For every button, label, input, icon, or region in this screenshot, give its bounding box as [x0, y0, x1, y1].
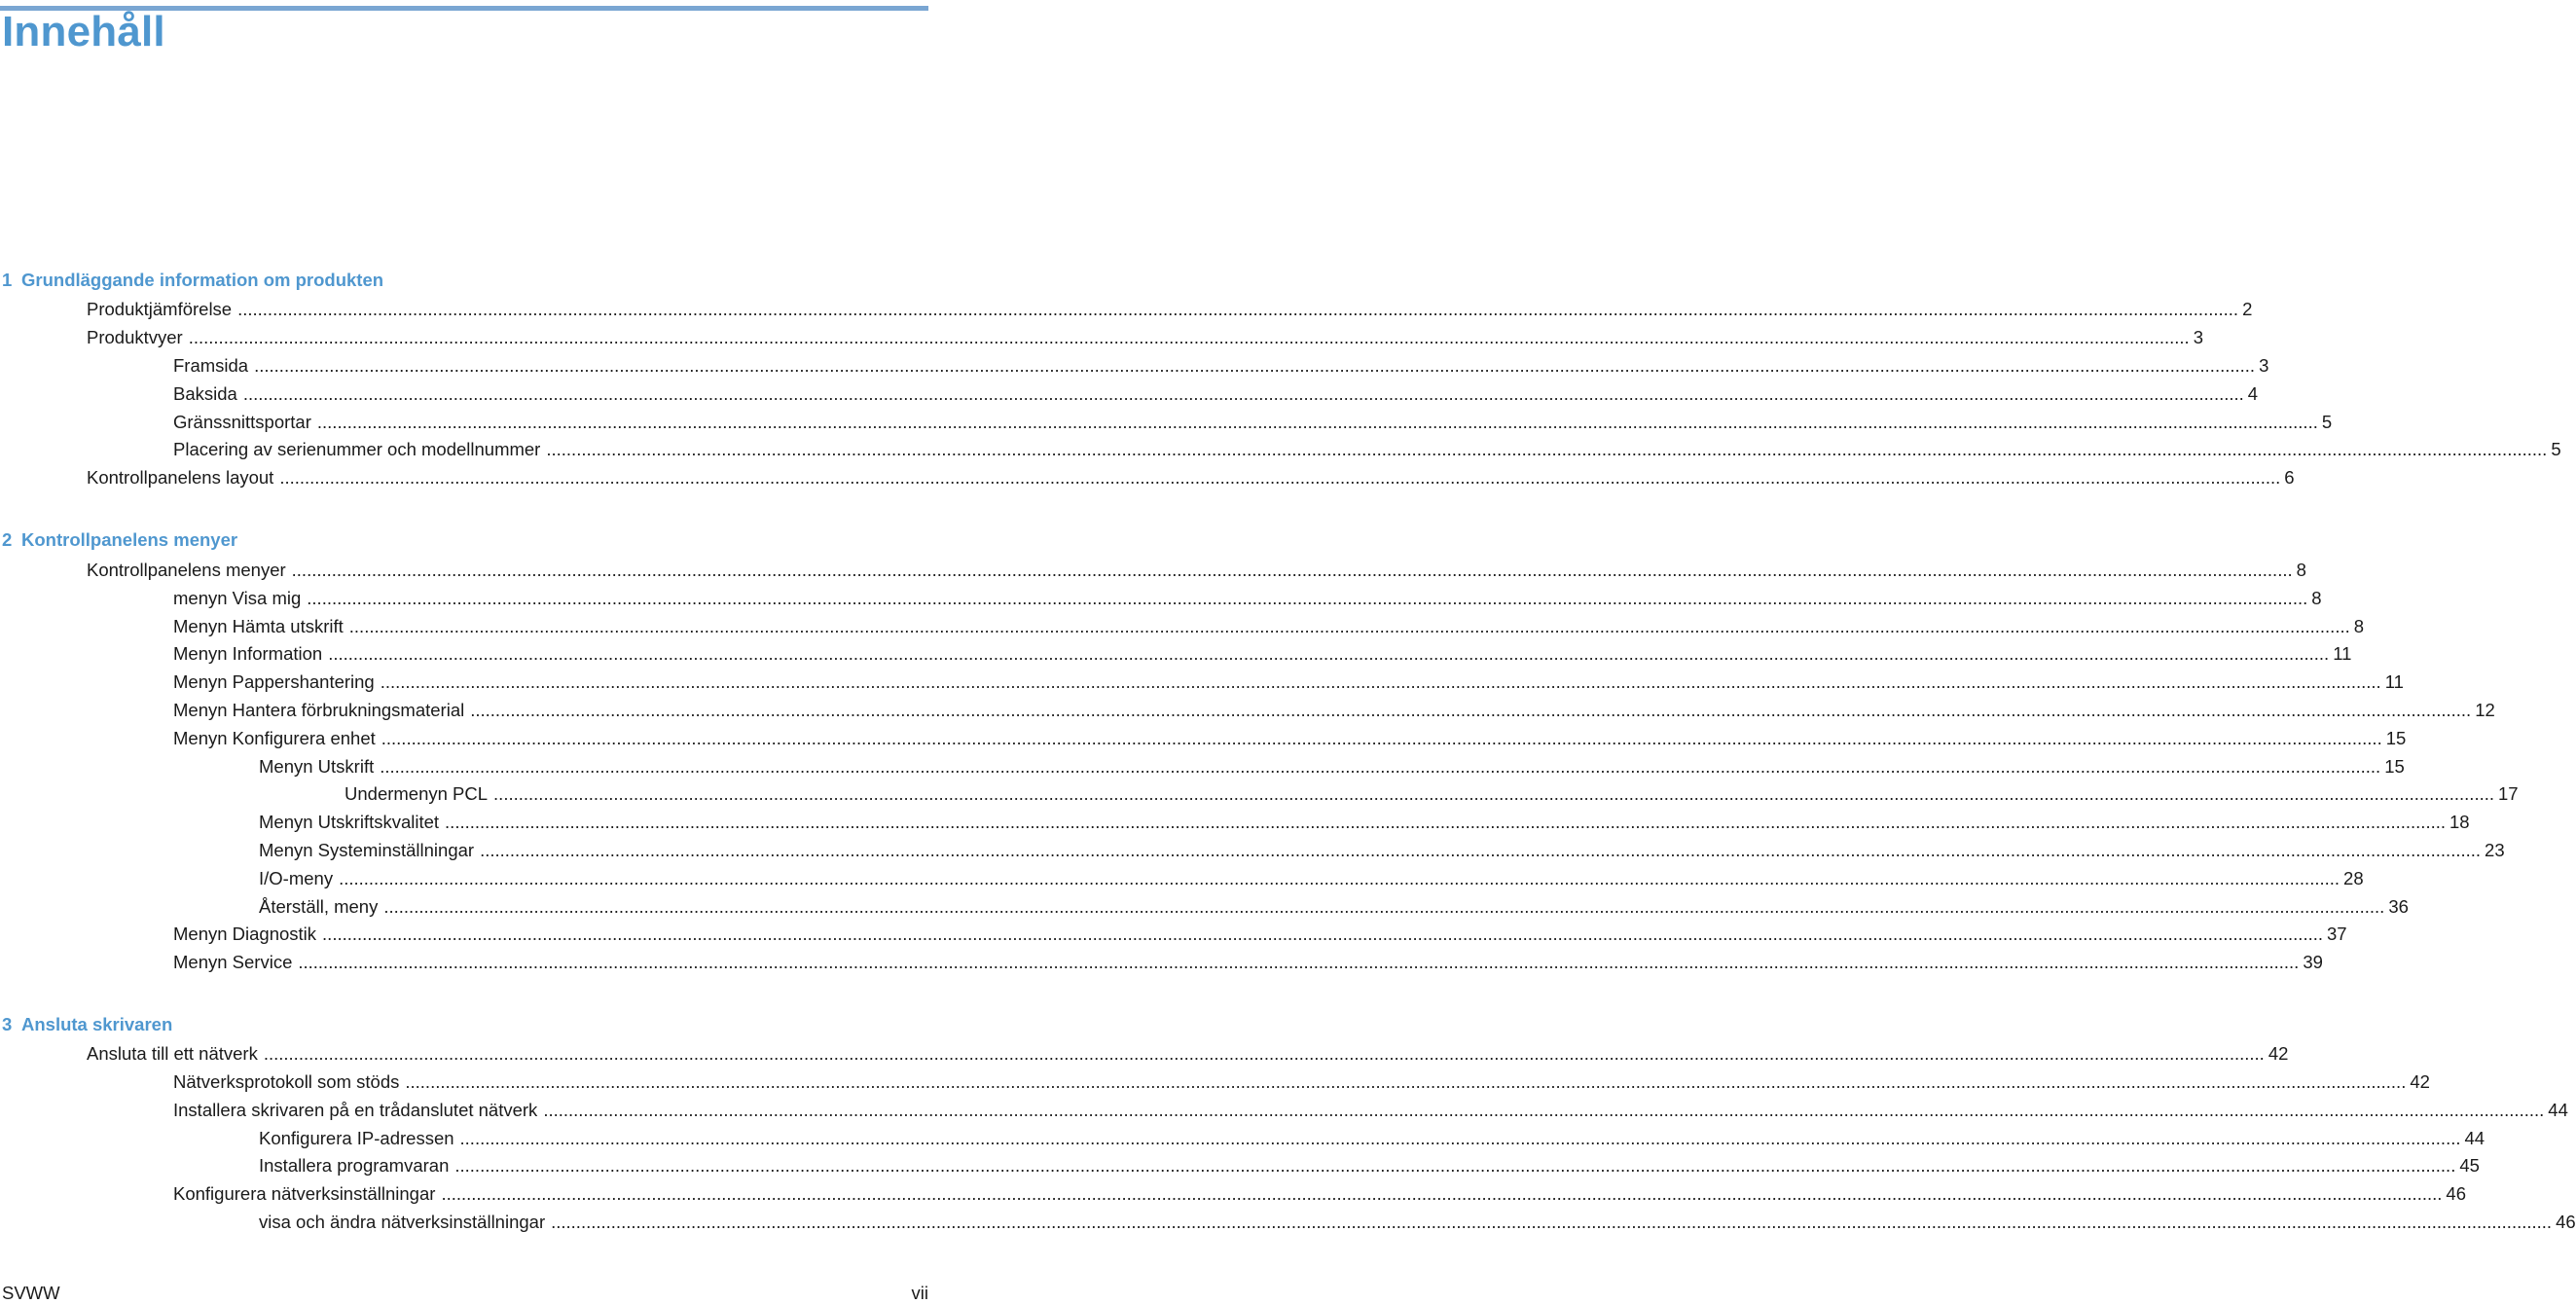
toc-page-number: 39 — [2303, 952, 2323, 972]
toc-entry[interactable] — [173, 381, 2259, 407]
chapter-heading-2[interactable] — [2, 527, 928, 553]
dot-leader: ................................................................................................................................................................................................................................................................................................................................................................................................................ — [383, 896, 2385, 917]
toc-entry[interactable] — [173, 670, 2404, 695]
dot-leader: ................................................................................................................................................................................................................................................................................................................................................................................................................ — [279, 467, 2281, 488]
toc-entry[interactable] — [173, 641, 2352, 667]
dot-leader: ................................................................................................................................................................................................................................................................................................................................................................................................................ — [298, 952, 2300, 972]
toc-page-number: 15 — [2384, 756, 2405, 777]
dot-leader: ................................................................................................................................................................................................................................................................................................................................................................................................................ — [454, 1155, 2456, 1176]
dot-leader: ................................................................................................................................................................................................................................................................................................................................................................................................................ — [380, 671, 2381, 692]
footer-page-number: vii — [911, 1283, 928, 1303]
toc-entry[interactable] — [259, 1126, 2485, 1151]
toc-entry[interactable] — [345, 781, 2519, 807]
toc-entry[interactable] — [173, 586, 2322, 611]
toc-page-number: 42 — [2268, 1043, 2289, 1064]
toc-page-number: 3 — [2259, 355, 2269, 376]
toc-page-number: 3 — [2193, 327, 2203, 347]
toc-entry[interactable] — [173, 950, 2323, 975]
toc-entry-label: Menyn Diagnostik — [173, 924, 317, 944]
toc-entry[interactable] — [259, 810, 2470, 835]
dot-leader: ................................................................................................................................................................................................................................................................................................................................................................................................................ — [339, 868, 2340, 888]
toc-page-number: 8 — [2353, 616, 2365, 636]
toc-page-number: 37 — [2327, 924, 2347, 944]
chapter-heading-1[interactable] — [2, 268, 928, 293]
toc-entry-label: Undermenyn PCL — [345, 783, 489, 804]
toc-entry-label: Produktvyer — [87, 327, 183, 347]
toc-entry[interactable] — [173, 614, 2365, 639]
toc-entry-label: Menyn Information — [173, 643, 323, 664]
toc-entry-label: Återställ, meny — [259, 896, 379, 917]
toc-entry[interactable] — [87, 465, 2295, 490]
toc-page-number: 17 — [2498, 783, 2519, 804]
toc-entry[interactable] — [259, 838, 2505, 863]
toc-entry[interactable] — [87, 558, 2306, 583]
chapter-title: Ansluta skrivaren — [21, 1014, 173, 1034]
toc-page-number: 46 — [2446, 1183, 2466, 1204]
toc-entry[interactable] — [173, 437, 2561, 462]
toc-page-number: 8 — [2311, 588, 2322, 608]
dot-leader: ................................................................................................................................................................................................................................................................................................................................................................................................................ — [307, 588, 2308, 608]
footer-left: SVWW — [2, 1283, 60, 1303]
toc-page-number: 44 — [2464, 1128, 2485, 1148]
toc-entry[interactable] — [173, 410, 2333, 435]
toc-page-number: 23 — [2485, 840, 2505, 860]
toc-page-number: 15 — [2385, 728, 2407, 748]
toc-entry[interactable] — [173, 1181, 2466, 1207]
chapter-title: Grundläggande information om produkten — [21, 270, 384, 290]
toc-entry[interactable] — [87, 325, 2203, 350]
toc-entry-label: Kontrollpanelens layout — [87, 467, 274, 488]
toc-entry-label: Menyn Utskriftskvalitet — [259, 812, 440, 832]
dot-leader: ................................................................................................................................................................................................................................................................................................................................................................................................................ — [459, 1128, 2461, 1148]
toc-page-number: 18 — [2449, 812, 2470, 832]
toc-entry-label: Konfigurera IP-adressen — [259, 1128, 454, 1148]
toc-entry-label: Menyn Konfigurera enhet — [173, 728, 376, 748]
toc-page-number: 45 — [2459, 1155, 2480, 1176]
dot-leader: ................................................................................................................................................................................................................................................................................................................................................................................................................ — [470, 700, 2472, 720]
dot-leader: ................................................................................................................................................................................................................................................................................................................................................................................................................ — [493, 783, 2495, 804]
chapter-number: 3 — [2, 1014, 13, 1034]
toc-entry[interactable] — [259, 866, 2364, 891]
toc-page-number: 5 — [2321, 412, 2333, 432]
chapter-title: Kontrollpanelens menyer — [21, 529, 238, 550]
toc-entry[interactable] — [173, 698, 2495, 723]
toc-entry-label: Installera programvaran — [259, 1155, 450, 1176]
dot-leader: ................................................................................................................................................................................................................................................................................................................................................................................................................ — [480, 840, 2482, 860]
toc-entry[interactable] — [173, 1098, 2568, 1123]
toc-entry-label: Placering av serienummer och modellnummer — [173, 439, 541, 459]
toc-page-number: 42 — [2410, 1071, 2430, 1092]
toc-entry-label: menyn Visa mig — [173, 588, 302, 608]
dot-leader: ................................................................................................................................................................................................................................................................................................................................................................................................................ — [381, 728, 2382, 748]
toc-page-number: 2 — [2242, 299, 2253, 319]
toc-entry[interactable] — [259, 1153, 2480, 1178]
toc-page-number: 36 — [2388, 896, 2409, 917]
toc-entry[interactable] — [87, 297, 2253, 322]
chapter-heading-3[interactable] — [2, 1012, 928, 1037]
toc-page-number: 4 — [2247, 383, 2259, 404]
toc-entry-label: I/O-meny — [259, 868, 334, 888]
dot-leader: ................................................................................................................................................................................................................................................................................................................................................................................................................ — [322, 924, 2324, 944]
toc-entry-label: Menyn Pappershantering — [173, 671, 375, 692]
dot-leader: ................................................................................................................................................................................................................................................................................................................................................................................................................ — [291, 560, 2293, 580]
chapter-number: 1 — [2, 270, 13, 290]
dot-leader: ................................................................................................................................................................................................................................................................................................................................................................................................................ — [188, 327, 2190, 347]
dot-leader: ................................................................................................................................................................................................................................................................................................................................................................................................................ — [445, 812, 2447, 832]
toc-entry[interactable] — [173, 922, 2347, 947]
toc-page-number: 12 — [2475, 700, 2495, 720]
dot-leader: ................................................................................................................................................................................................................................................................................................................................................................................................................ — [263, 1043, 2265, 1064]
toc-page-number: 28 — [2343, 868, 2364, 888]
toc-entry-label: Nätverksprotokoll som stöds — [173, 1071, 400, 1092]
dot-leader: ................................................................................................................................................................................................................................................................................................................................................................................................................ — [546, 439, 2548, 459]
dot-leader: ................................................................................................................................................................................................................................................................................................................................................................................................................ — [237, 299, 2239, 319]
toc-entry[interactable] — [259, 894, 2409, 920]
toc-entry-label: Menyn Hantera förbrukningsmaterial — [173, 700, 465, 720]
toc-entry-label: visa och ändra nätverksinställningar — [259, 1212, 546, 1232]
toc-entry-label: Produktjämförelse — [87, 299, 233, 319]
dot-leader: ................................................................................................................................................................................................................................................................................................................................................................................................................ — [543, 1100, 2545, 1120]
dot-leader: ................................................................................................................................................................................................................................................................................................................................................................................................................ — [380, 756, 2381, 777]
toc-entry-label: Konfigurera nätverksinställningar — [173, 1183, 436, 1204]
toc-entry-label: Framsida — [173, 355, 249, 376]
toc-entry-label: Ansluta till ett nätverk — [87, 1043, 258, 1064]
toc-page-number: 5 — [2551, 439, 2561, 459]
toc-entry[interactable] — [87, 1041, 2289, 1067]
toc-page-number: 6 — [2284, 467, 2295, 488]
dot-leader: ................................................................................................................................................................................................................................................................................................................................................................................................................ — [348, 616, 2350, 636]
chapter-number: 2 — [2, 529, 13, 550]
toc-entry-label: Menyn Utskrift — [259, 756, 375, 777]
toc-page-number: 44 — [2548, 1100, 2568, 1120]
toc-page-number: 11 — [2333, 643, 2352, 664]
dot-leader: ................................................................................................................................................................................................................................................................................................................................................................................................................ — [328, 643, 2330, 664]
toc-entry-label: Menyn Systeminställningar — [259, 840, 475, 860]
toc-entry[interactable] — [259, 754, 2405, 779]
dot-leader: ................................................................................................................................................................................................................................................................................................................................................................................................................ — [551, 1212, 2553, 1232]
toc-entry-label: Menyn Hämta utskrift — [173, 616, 344, 636]
toc-entry-label: Gränssnittsportar — [173, 412, 311, 432]
toc-entry-label: Kontrollpanelens menyer — [87, 560, 286, 580]
toc-entry[interactable] — [173, 726, 2407, 751]
dot-leader: ................................................................................................................................................................................................................................................................................................................................................................................................................ — [316, 412, 2318, 432]
toc-page-number: 46 — [2556, 1212, 2576, 1232]
toc-entry[interactable] — [173, 1069, 2430, 1095]
toc-entry-label: Baksida — [173, 383, 237, 404]
page-title: Innehåll — [2, 8, 165, 55]
toc-page-number: 8 — [2296, 560, 2306, 580]
dot-leader: ................................................................................................................................................................................................................................................................................................................................................................................................................ — [405, 1071, 2407, 1092]
dot-leader: ................................................................................................................................................................................................................................................................................................................................................................................................................ — [254, 355, 2256, 376]
toc-page-number: 11 — [2384, 671, 2404, 692]
toc-entry-label: Installera skrivaren på en trådanslutet nätverk — [173, 1100, 538, 1120]
toc-entry-label: Menyn Service — [173, 952, 293, 972]
toc-entry[interactable] — [259, 1210, 2576, 1235]
dot-leader: ................................................................................................................................................................................................................................................................................................................................................................................................................ — [242, 383, 2244, 404]
dot-leader: ................................................................................................................................................................................................................................................................................................................................................................................................................ — [441, 1183, 2443, 1204]
toc-entry[interactable] — [173, 353, 2269, 379]
